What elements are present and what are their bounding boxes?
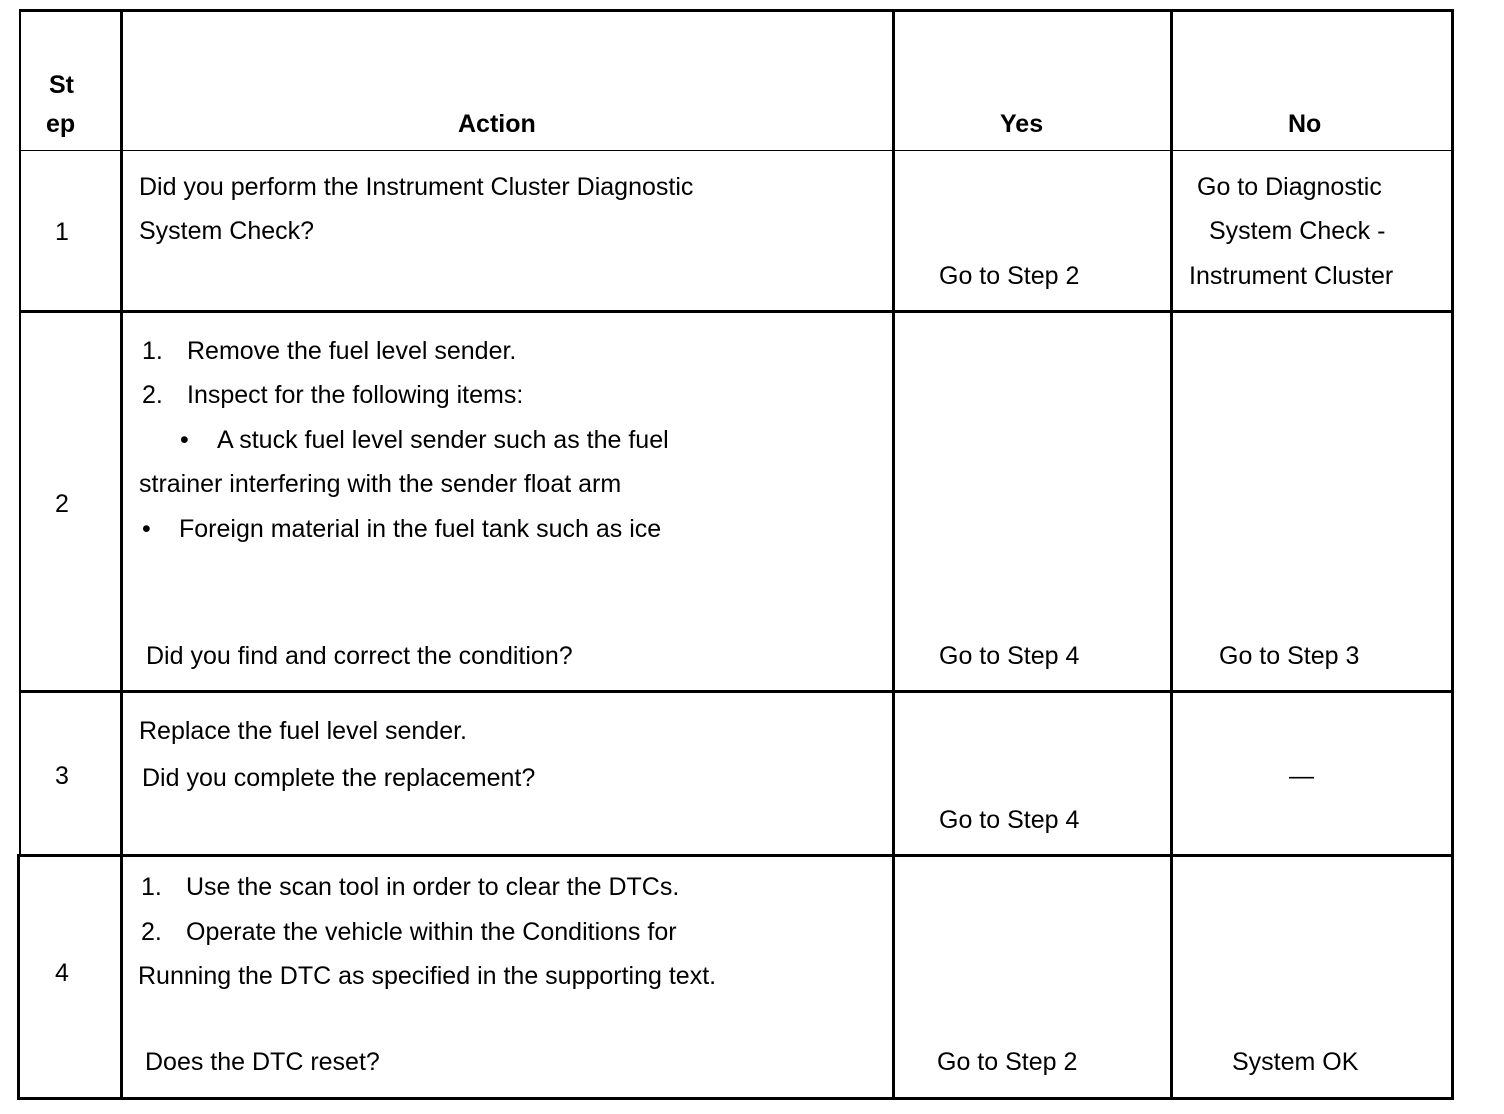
question-text: Does the DTC reset? <box>145 1048 380 1076</box>
step-number: 3 <box>55 762 69 790</box>
row-separator <box>18 854 1454 857</box>
bullet-marker: • <box>180 426 189 454</box>
column-separator <box>892 9 895 1100</box>
question-text: Did you find and correct the condition? <box>146 642 573 670</box>
action-text: Remove the fuel level sender. <box>187 337 517 365</box>
yes-action: Go to Step 2 <box>937 1048 1078 1076</box>
action-text: Running the DTC as specified in the supporting text. <box>138 962 717 990</box>
step-number: 1 <box>55 218 69 246</box>
header-yes: Yes <box>1000 110 1044 138</box>
no-action: System Check - <box>1209 217 1386 245</box>
header-action: Action <box>458 110 536 138</box>
list-marker: 2. <box>142 381 163 409</box>
row-separator <box>20 690 1454 693</box>
step-number: 2 <box>55 490 69 518</box>
action-text: Inspect for the following items: <box>187 381 524 409</box>
yes-action: Go to Step 2 <box>939 262 1080 290</box>
no-action: Instrument Cluster <box>1189 262 1394 290</box>
action-text: Use the scan tool in order to clear the DTCs. <box>186 873 680 901</box>
yes-action: Go to Step 4 <box>939 806 1080 834</box>
table-border-left <box>17 854 20 1100</box>
action-text: Foreign material in the fuel tank such as ice <box>179 515 662 543</box>
row-separator <box>20 310 1454 313</box>
action-text: strainer interfering with the sender float arm <box>139 470 622 498</box>
column-separator <box>120 9 123 1100</box>
table-border-left <box>19 9 21 854</box>
table-border-right <box>1451 9 1454 1100</box>
action-text: Operate the vehicle within the Conditions for <box>186 918 677 946</box>
column-separator <box>1170 9 1173 1100</box>
question-text: Did you complete the replacement? <box>142 764 536 792</box>
no-action: System OK <box>1232 1048 1359 1076</box>
action-text: Replace the fuel level sender. <box>139 717 467 745</box>
table-border-bottom <box>18 1097 1454 1100</box>
action-text: A stuck fuel level sender such as the fuel <box>217 426 669 454</box>
list-marker: 1. <box>141 873 162 901</box>
action-text: System Check? <box>139 217 315 245</box>
bullet-marker: • <box>142 515 151 543</box>
header-step: St <box>49 71 74 99</box>
header-step: ep <box>46 110 76 138</box>
no-action: Go to Diagnostic <box>1197 173 1382 201</box>
no-action: — <box>1289 762 1314 790</box>
list-marker: 1. <box>142 337 163 365</box>
list-marker: 2. <box>141 918 162 946</box>
header-no: No <box>1288 110 1322 138</box>
table-border-top <box>20 9 1454 12</box>
action-text: Did you perform the Instrument Cluster Diagnostic <box>139 173 694 201</box>
no-action: Go to Step 3 <box>1219 642 1360 670</box>
header-separator <box>20 150 1454 151</box>
step-number: 4 <box>55 959 69 987</box>
yes-action: Go to Step 4 <box>939 642 1080 670</box>
